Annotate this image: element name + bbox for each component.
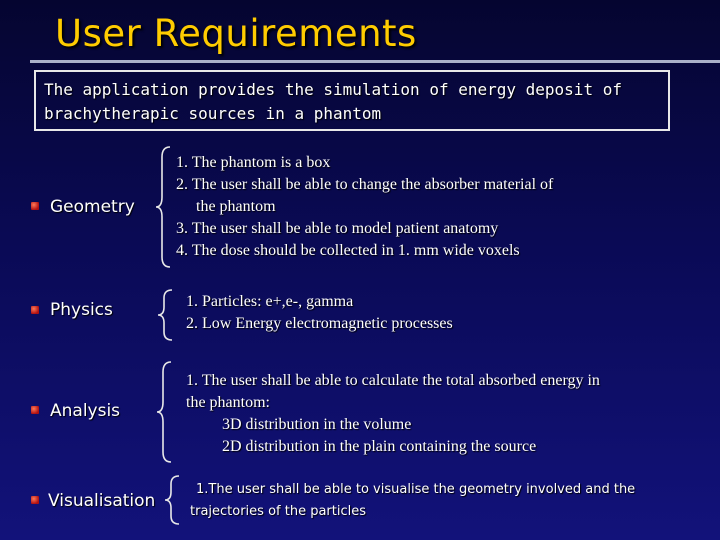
geometry-brace-icon (154, 145, 172, 269)
slide-title: User Requirements (55, 12, 417, 55)
geometry-line-4: 3. The user shall be able to model patient anatomy (176, 220, 499, 237)
analysis-line-4: 2D distribution in the plain containing the source (222, 438, 537, 455)
visualisation-brace-icon (163, 474, 181, 526)
physics-brace-icon (156, 288, 174, 342)
analysis-line-2: the phantom: (186, 394, 270, 411)
physics-details (186, 291, 453, 335)
geometry-label: Geometry (50, 197, 135, 217)
visualisation-details (188, 479, 635, 523)
title-underline (30, 60, 720, 63)
physics-line-1: 1. Particles: e+,e-, gamma (186, 293, 354, 310)
intro-line-2: brachytherapic sources in a phantom (44, 104, 382, 123)
geometry-details (176, 152, 553, 262)
geometry-bullet-icon (31, 202, 39, 210)
geometry-line-3: the phantom (196, 198, 276, 215)
physics-bullet-icon (31, 306, 39, 314)
intro-box (34, 70, 670, 131)
analysis-brace-icon (155, 360, 173, 464)
analysis-details (186, 370, 600, 458)
analysis-label: Analysis (50, 401, 121, 421)
geometry-line-1: 1. The phantom is a box (176, 154, 331, 171)
visualisation-label: Visualisation (48, 491, 156, 511)
visualisation-bullet-icon (31, 496, 39, 504)
analysis-line-3: 3D distribution in the volume (222, 416, 412, 433)
geometry-line-5: 4. The dose should be collected in 1. mm wide voxels (176, 242, 520, 259)
visualisation-line-2: trajectories of the particles (190, 504, 367, 519)
visualisation-line-1: 1.The user shall be able to visualise the geometry involved and the (196, 482, 636, 497)
geometry-line-2: 2. The user shall be able to change the absorber material of (176, 176, 554, 193)
analysis-line-1: 1. The user shall be able to calculate the total absorbed energy in (186, 372, 600, 389)
intro-line-1: The application provides the simulation of energy deposit of (44, 80, 622, 99)
physics-line-2: 2. Low Energy electromagnetic processes (186, 315, 453, 332)
analysis-bullet-icon (31, 406, 39, 414)
physics-label: Physics (50, 300, 113, 320)
